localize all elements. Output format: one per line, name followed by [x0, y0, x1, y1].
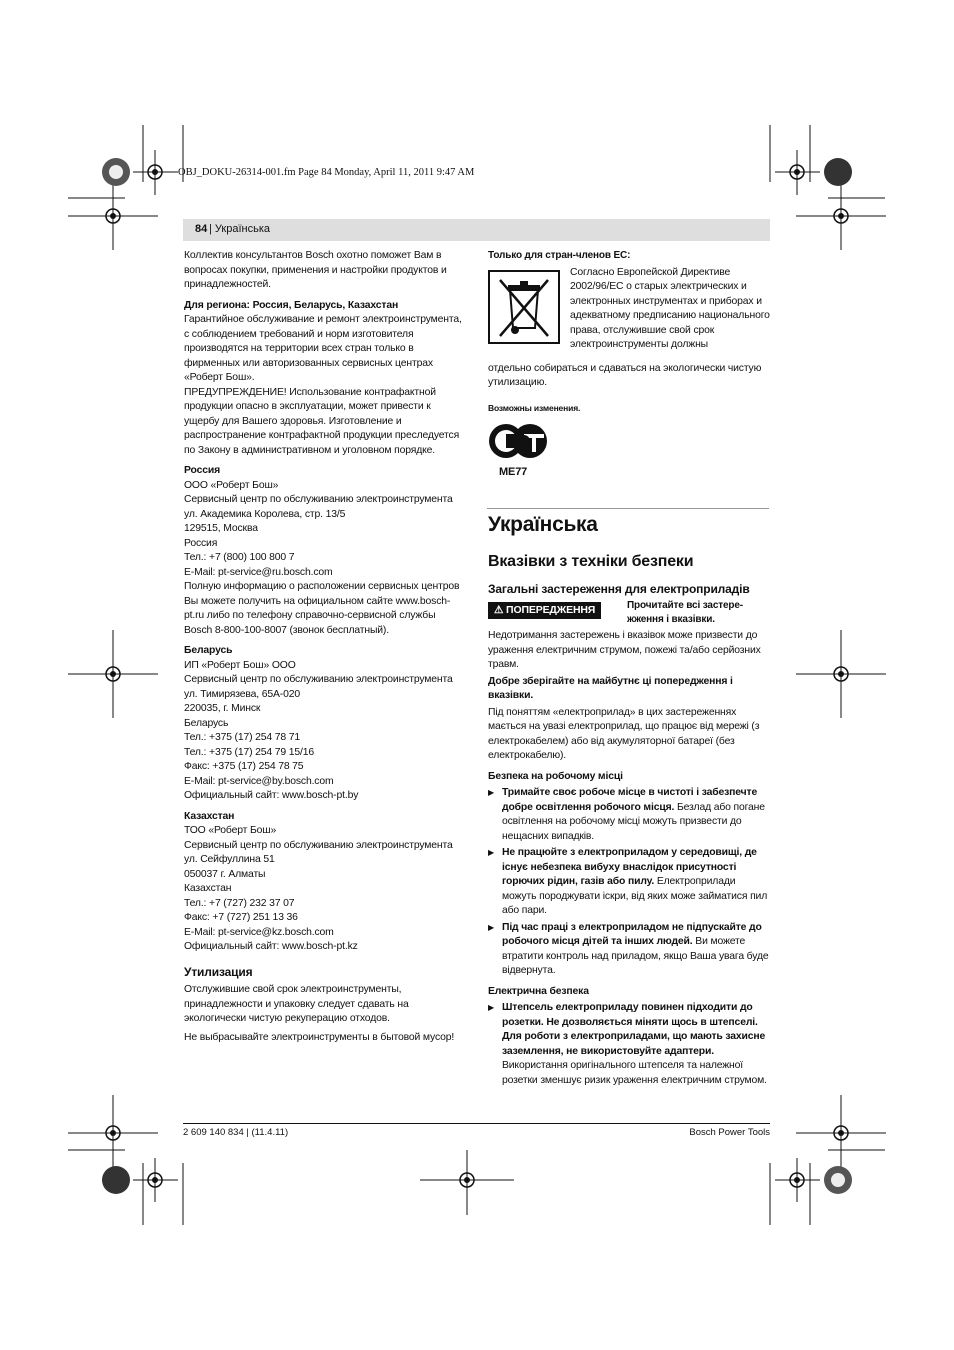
footer-brand: Bosch Power Tools [689, 1127, 770, 1138]
pct-mark-icon [488, 421, 550, 461]
disposal-heading: Утилизация [184, 964, 253, 979]
page-footer [183, 1123, 770, 1138]
keep-instructions: Добре зберігайте на майбутнє ці попередження і вказівки. [488, 675, 733, 701]
disposal-text-2: Не выбрасывайте электроинструменты в бытовой мусор! [184, 1031, 455, 1043]
russia-heading: Россия [184, 465, 220, 476]
right-column [488, 249, 770, 483]
disposal-text: Отслужившие свой срок электроинструменты, принадлежности и упаковку следует сдавать на экологически чистую рекуперацию отходов. [184, 984, 409, 1024]
kz-heading: Казахстан [184, 810, 235, 822]
russia-note: Полную информацию о расположении сервисных центров Вы можете получить на официальном сайте www.bosch-pt.ru либо по телефону справочно-сервисной службы Bosch 8-800-100-8007 (звонок бесплатный). [184, 581, 460, 636]
section-divider [487, 508, 769, 509]
electric-item-1: ▶ Штепсель електроприладу повинен підходити до розетки. Не дозволяється міняти щось в штепселі. Для роботи з електроприладами, що мають захисне заземлення, не використовуйте адаптери. Використання оригінального штепселя та належної розетки зменшує ризик ураження електричним струмом. [488, 1001, 770, 1088]
ukrainian-section [488, 512, 770, 1088]
workplace-item-3: ▶ Під час праці з електроприладом не підпускайте до робочого місця дітей та інших людей. Ви можете втратити контроль над приладом, якщо Ваша увага буде відвернута. [488, 921, 770, 979]
page-number: 84 [195, 223, 208, 235]
intro-text: Коллектив консультантов Bosch охотно поможет Вам в вопросах покупки, применения и настройки продуктов и принадлежностей. [184, 250, 447, 290]
eu-heading: Только для стран-членов ЕС: [488, 250, 631, 261]
crossed-bin-icon [488, 270, 560, 344]
workplace-item-2: ▶ Не працюйте з електроприладом у середовищі, де існує небезпека вибуху внаслідок присутності горючих рідин, газів або пилу. Електроприлади можуть породжувати іскри, від яких може займатися пил або пари. [488, 846, 770, 919]
cert-code: ME77 [499, 466, 528, 478]
footer-doc-number: 2 609 140 834 | (11.4.11) [183, 1127, 289, 1138]
eu-text: Согласно Европейской Директиве 2002/96/ЕС о старых электрических и электронных инструментах и приборах и адекватному предписанию национального права, отслужившие свой срок электроинструменты должны [570, 266, 770, 350]
certification-mark [488, 421, 770, 483]
kz-address: ТОО «Роберт Бош» Сервисный центр по обслуживанию электроинструмента ул. Сейфуллина 51 050037 г. Алматы Казахстан Тел.: +7 (727) 232 37 07 Факс: +7 (727) 251 13 36 E-Mail: pt-service@kz.bosch.com Официальный сайт: www.bosch-pt.kz [184, 825, 453, 952]
general-title: Загальні застереження для електроприладів [488, 582, 750, 596]
language-title: Українська [488, 513, 598, 536]
belarus-address: ИП «Роберт Бош» ООО Сервисный центр по обслуживанию электроинструмента ул. Тимирязева, 65А-020 220035, г. Минск Беларусь Тел.: +375 (17) 254 78 71 Тел.: +375 (17) 254 79 15/16 Факс: +375 (17) 254 78 75 E-Mail: pt-service@by.bosch.com Официальный сайт: www.bosch-pt.by [184, 659, 453, 801]
eu-block [488, 266, 770, 362]
warning-badge: ⚠ ПОПЕРЕДЖЕННЯ [488, 602, 601, 619]
warning-read: Прочитайте всі застере-жження і вказівки. [627, 600, 743, 625]
definition-text: Під поняттям «електроприлад» в цих застереженнях мається на увазі електроприлад, що працює від мережі (з електрокабелем) або від акумуляторної батареї (без електрокабелю). [488, 706, 760, 761]
region-heading: Для региона: Россия, Беларусь, Казахстан [184, 299, 399, 311]
warning-consequence: Недотримання застережень і вказівок може призвести до ураження електричним струмом, пожежі та/або серйозних травм. [488, 630, 761, 670]
warning-block [488, 599, 770, 629]
belarus-heading: Беларусь [184, 645, 233, 656]
left-column [184, 249, 466, 1045]
header-language: | Українська [209, 223, 270, 235]
workplace-heading: Безпека на робочому місці [488, 770, 623, 782]
file-slug: OBJ_DOKU-26314-001.fm Page 84 Monday, April 11, 2011 9:47 AM [178, 167, 475, 178]
workplace-item-1: ▶ Тримайте своє робоче місце в чистоті і забезпечте добре освітлення робочого місця. Безлад або погане освітлення на робочому місці можуть призвести до нещасних випадків. [488, 786, 770, 844]
page-header [183, 219, 770, 241]
region-text: Гарантийное обслуживание и ремонт электроинструмента, с соблюдением требований и норм изготовителя производятся на территории всех стран только в фирменных или авторизованных сервисных центрах «Роберт Бош». [184, 314, 462, 383]
safety-title: Вказівки з техніки безпеки [488, 553, 694, 570]
russia-address: ООО «Роберт Бош» Сервисный центр по обслуживанию электроинструмента ул. Академика Королева, стр. 13/5 129515, Москва Россия Тел.: +7 (800) 100 800 7 E-Mail: pt-service@ru.bosch.com [184, 479, 453, 578]
warning-triangle-icon: ⚠ [494, 604, 504, 616]
electric-heading: Електрична безпека [488, 985, 589, 997]
counterfeit-warning: ПРЕДУПРЕЖДЕНИЕ! Использование контрафактной продукции опасно в эксплуатации, может привести к ущербу для Вашего здоровья. Изготовление и распространение контрафактной продукции преследуется по Закону в административном и уголовном порядке. [184, 386, 460, 456]
changes-note: Возможны изменения. [488, 402, 581, 413]
eu-text-cont: отдельно собираться и сдаваться на экологически чистую утилизацию. [488, 362, 762, 388]
